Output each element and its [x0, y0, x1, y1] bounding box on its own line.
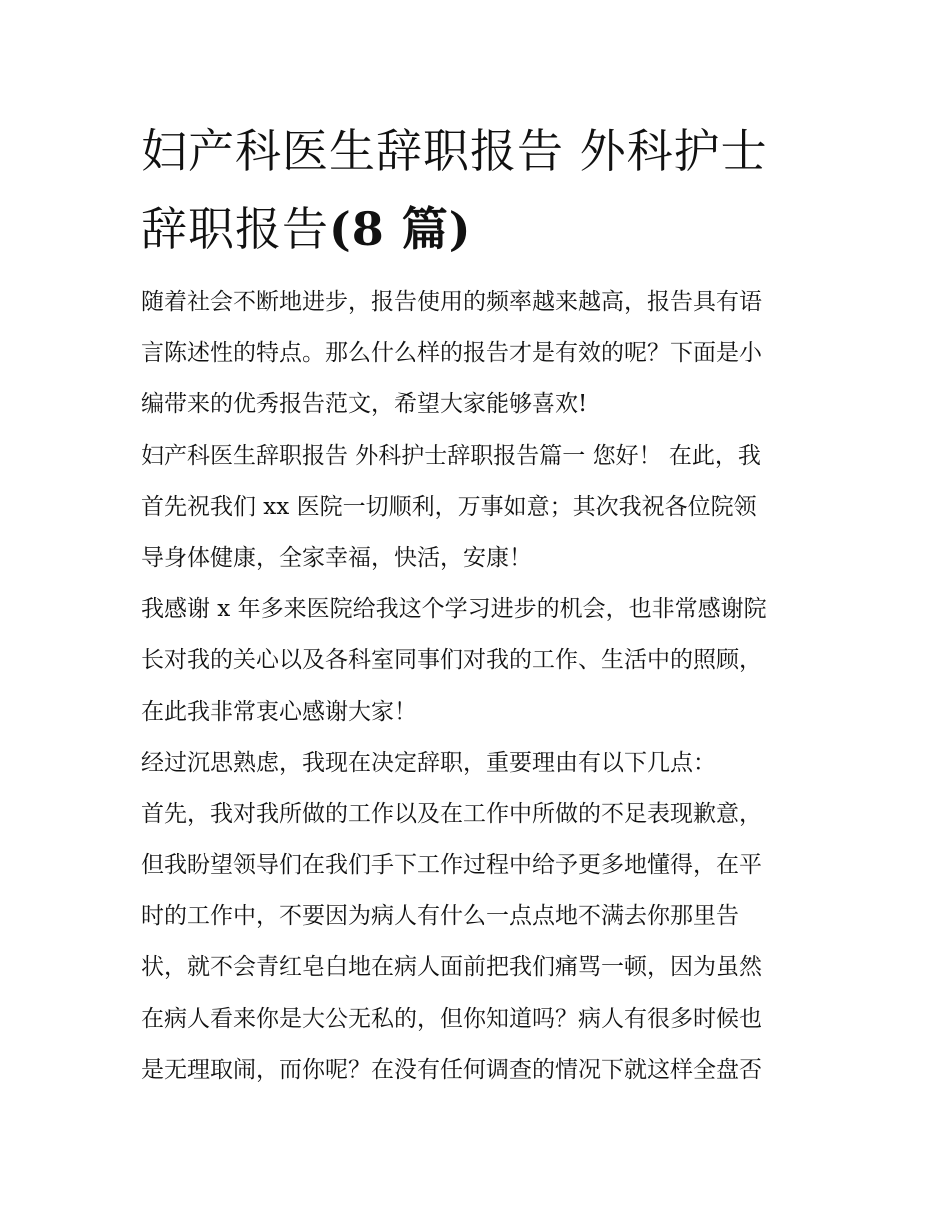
- body-line-4: 妇产科医生辞职报告 外科护士辞职报告篇一 您好！ 在此，我: [141, 442, 761, 469]
- body-line-13: 时的工作中，不要因为病人有什么一点点地不满去你那里告: [141, 903, 739, 930]
- body-line-16: 是无理取闹，而你呢？在没有任何调查的情况下就这样全盘否: [141, 1056, 762, 1083]
- body-line-6: 导身体健康，全家幸福，快活，安康！: [141, 544, 532, 571]
- body-line-10: 经过沉思熟虑，我现在决定辞职，重要理由有以下几点：: [141, 749, 716, 776]
- title-line-1: 妇产科医生辞职报告 外科护士: [141, 124, 768, 178]
- document-title: [141, 112, 821, 268]
- body-line-9: 在此我非常衷心感谢大家！: [141, 698, 417, 725]
- body-line-8: 长对我的关心以及各科室同事们对我的工作、生活中的照顾，: [141, 647, 762, 674]
- title-line-2: [141, 190, 821, 268]
- body-line-5: 首先祝我们 xx 医院一切顺利，万事如意；其次我祝各位院领: [141, 493, 757, 520]
- title-line-2-text: 辞职报告: [141, 202, 329, 256]
- body-line-1: 随着社会不断地进步，报告使用的频率越来越高，报告具有语: [141, 289, 762, 315]
- body-line-11: 首先，我对我所做的工作以及在工作中所做的不足表现歉意，: [141, 800, 762, 827]
- body-line-15: 在病人看来你是大公无私的，但你知道吗？病人有很多时候也: [141, 1005, 762, 1032]
- body-line-14: 状，就不会青红皂白地在病人面前把我们痛骂一顿，因为虽然: [141, 954, 762, 981]
- document-body: [141, 277, 813, 1096]
- title-count-open: (8: [329, 202, 385, 256]
- body-line-12: 但我盼望领导们在我们手下工作过程中给予更多地懂得，在平: [141, 852, 762, 879]
- title-count-close: 篇): [384, 202, 472, 256]
- body-line-2: 言陈述性的特点。那么什么样的报告才是有效的呢？下面是小: [141, 340, 762, 367]
- body-line-3: 编带来的优秀报告范文，希望大家能够喜欢!: [141, 391, 588, 418]
- body-line-7: 我感谢 x 年多来医院给我这个学习进步的机会，也非常感谢院: [141, 596, 767, 623]
